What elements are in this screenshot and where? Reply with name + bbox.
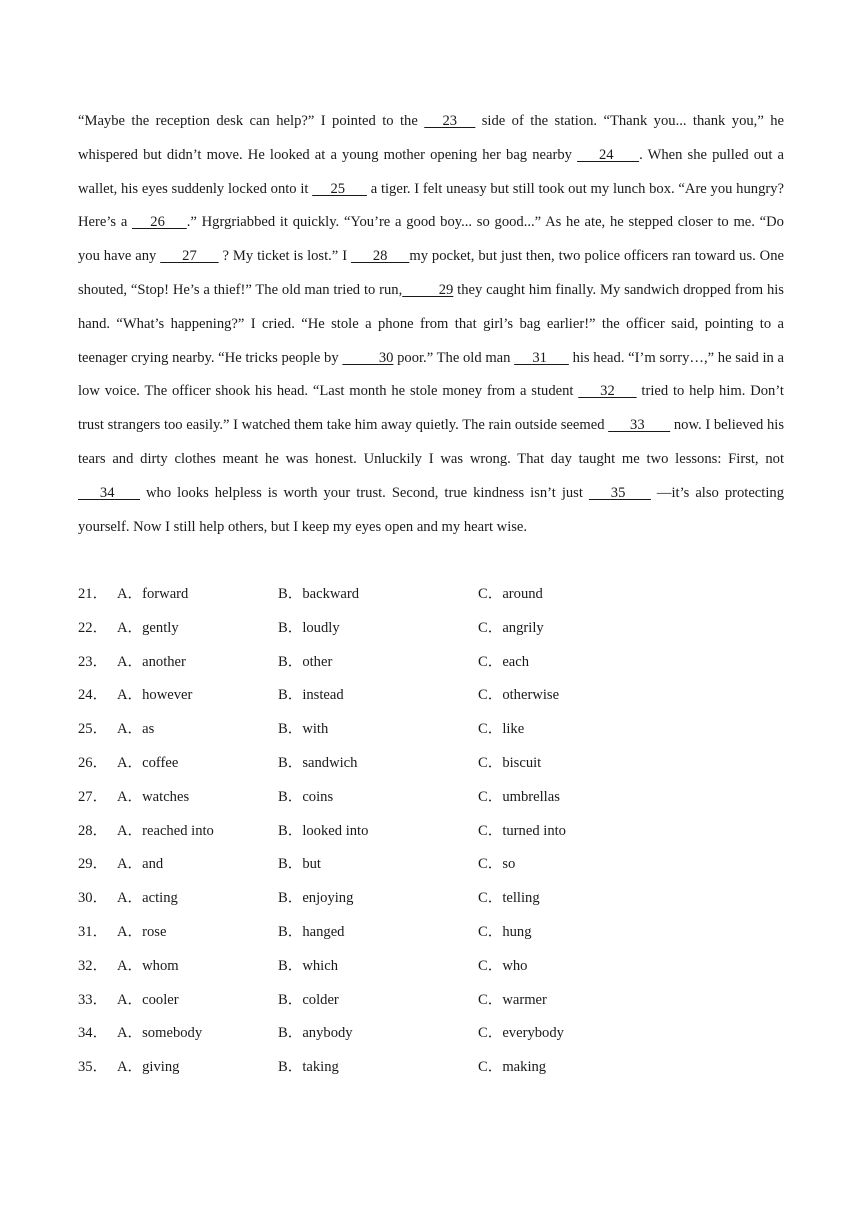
question-row — [78, 1051, 784, 1085]
question-row — [78, 612, 784, 646]
blank-35: 35 — [588, 484, 651, 501]
passage-text: “Maybe the reception desk can help?” I pointed to the — [78, 113, 425, 129]
passage-text: now. I believed his tears and dirty clothes meant he was honest. Unluckily I was wrong. That day taught me two lessons: First, not — [78, 417, 784, 467]
option-c: C．umbrellas — [478, 788, 560, 805]
option-a: A．gently — [117, 619, 179, 636]
question-row — [78, 679, 784, 713]
passage-text: his head. “I’m sorry…,” he said in a low voice. The officer shook his head. “Last month he stole money from a student — [78, 349, 784, 400]
option-a: A．watches — [117, 788, 190, 805]
option-a: A．somebody — [117, 1025, 203, 1042]
blank-34: 34 — [78, 484, 141, 501]
option-a: A．giving — [117, 1059, 180, 1076]
option-a: A．acting — [117, 890, 178, 907]
question-row — [78, 646, 784, 680]
question-number: 31． — [78, 923, 108, 940]
question-number: 33． — [78, 991, 108, 1008]
question-row — [78, 781, 784, 815]
question-number: 32． — [78, 957, 108, 974]
option-c: C．around — [478, 586, 543, 602]
passage-text: tried to help him. Don’t trust strangers too easily.” I watched them take him away quietly. The rain outside seemed — [78, 383, 784, 434]
question-number: 26． — [78, 754, 108, 771]
passage-text: ? My ticket is lost.” I — [218, 248, 351, 265]
blank-31: 31 — [514, 349, 569, 366]
option-b: B．but — [278, 856, 321, 873]
question-number: 25． — [78, 721, 108, 738]
option-c: C．hung — [478, 923, 532, 940]
option-b: B．enjoying — [278, 890, 354, 907]
question-row — [78, 578, 784, 612]
option-b: B．which — [278, 957, 338, 974]
question-number: 28． — [78, 822, 108, 839]
question-row — [78, 848, 784, 882]
question-row — [78, 916, 784, 950]
option-c: C．warmer — [478, 991, 547, 1008]
option-a: A．as — [117, 721, 155, 738]
option-c: C．like — [478, 721, 525, 738]
blank-27: 27 — [160, 248, 219, 265]
passage-text: a tiger. I felt uneasy but still took out my lunch box. “Are you hungry? Here’s a — [78, 180, 784, 231]
option-c: C．making — [478, 1059, 547, 1076]
option-c: C．who — [478, 957, 528, 974]
option-b: B．other — [278, 653, 333, 670]
blank-23: 23 — [424, 113, 476, 129]
blank-32: 32 — [578, 383, 637, 400]
passage-text: side of the station. “Thank you... thank you,” he whispered but didn’t move. He looked at a young mother opening her bag nearby — [78, 113, 784, 163]
blank-28: 28 — [350, 248, 410, 265]
option-c: C．so — [478, 856, 516, 873]
question-number: 30． — [78, 890, 108, 907]
option-c: C．everybody — [478, 1025, 564, 1042]
blank-25: 25 — [312, 180, 367, 197]
blank-29: 29 — [402, 281, 454, 298]
option-c: C．angrily — [478, 619, 544, 636]
question-row — [78, 984, 784, 1018]
question-number: 22． — [78, 619, 108, 636]
option-a: A．however — [117, 687, 193, 704]
question-row — [78, 950, 784, 984]
blank-24: 24 — [577, 146, 640, 163]
blank-30: 30 — [342, 349, 394, 366]
question-number: 21． — [78, 586, 108, 602]
option-c: C．each — [478, 653, 530, 670]
option-b: B．instead — [278, 687, 344, 704]
option-b: B．coins — [278, 788, 334, 805]
option-b: B．anybody — [278, 1025, 353, 1042]
blank-33: 33 — [608, 417, 671, 434]
question-row — [78, 815, 784, 849]
question-number: 29． — [78, 856, 108, 873]
question-number: 34． — [78, 1025, 108, 1042]
cloze-passage — [78, 105, 784, 544]
option-a: A．cooler — [117, 991, 179, 1008]
option-c: C．telling — [478, 890, 540, 907]
option-a: A．rose — [117, 923, 167, 940]
question-number: 27． — [78, 788, 108, 805]
option-a: A．another — [117, 653, 186, 670]
option-a: A．whom — [117, 957, 179, 974]
option-a: A．coffee — [117, 754, 179, 771]
question-row — [78, 747, 784, 781]
passage-text: they caught him finally. My sandwich dropped from his hand. “What’s happening?” I cried. “He stole a phone from that girl’s bag earlier!” the officer said, pointing to a teenager crying nearby. “He tricks people by — [78, 281, 784, 366]
option-c: C．otherwise — [478, 687, 560, 704]
passage-text: . When she pulled out a wallet, his eyes suddenly locked onto it — [78, 146, 784, 197]
option-b: B．with — [278, 721, 329, 738]
question-number: 35． — [78, 1059, 108, 1076]
option-b: B．hanged — [278, 923, 345, 940]
question-row — [78, 1017, 784, 1051]
option-b: B．loudly — [278, 619, 340, 636]
option-b: B．taking — [278, 1059, 339, 1076]
question-number: 24． — [78, 687, 108, 704]
option-b: B．sandwich — [278, 754, 358, 771]
blank-26: 26 — [132, 214, 187, 231]
option-a: A．and — [117, 856, 164, 873]
answer-options-list — [78, 578, 784, 1085]
option-a: A．forward — [117, 586, 189, 602]
option-c: C．biscuit — [478, 754, 542, 771]
option-c: C．turned into — [478, 822, 566, 839]
option-b: B．colder — [278, 991, 339, 1008]
option-b: B．backward — [278, 586, 360, 602]
option-a: A．reached into — [117, 822, 214, 839]
passage-text: .” Hgrgriabbed it quickly. “You’re a good boy... so good...” As he ate, he stepped closer to me. “Do you have any — [78, 214, 784, 265]
passage-text: who looks helpless is worth your trust. Second, true kindness isn’t just — [140, 484, 589, 501]
question-row — [78, 713, 784, 747]
passage-text: my pocket, but just then, two police officers ran toward us. One shouted, “Stop! He’s a thief!” The old man tried to run, — [78, 248, 784, 298]
option-b: B．looked into — [278, 822, 369, 839]
passage-text: —it’s also protecting yourself. Now I still help others, but I keep my eyes open and my heart wise. — [78, 484, 784, 535]
question-number: 23． — [78, 653, 108, 670]
question-row — [78, 882, 784, 916]
passage-text: poor.” The old man — [393, 349, 515, 366]
